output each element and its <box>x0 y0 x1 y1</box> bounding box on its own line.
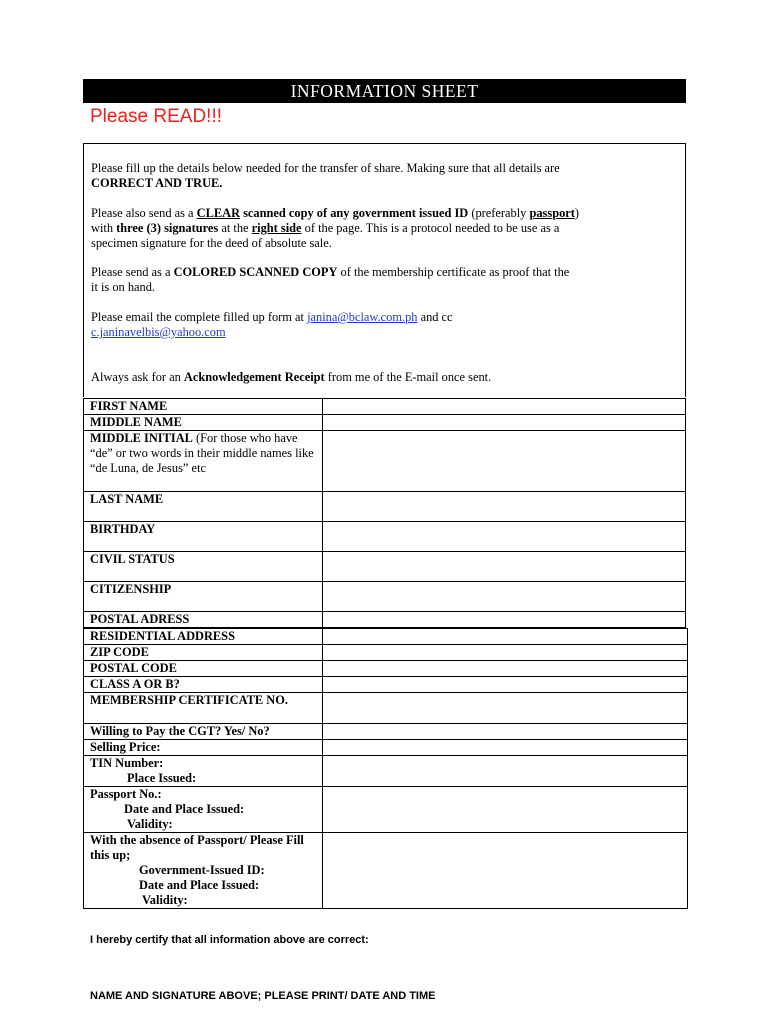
instruction-text: and cc <box>417 310 453 324</box>
instruction-paragraph-2 <box>91 206 681 251</box>
instruction-text: from me of the E-mail once sent. <box>324 370 492 384</box>
field-label <box>84 787 323 833</box>
membership-certificate-field[interactable] <box>323 693 688 724</box>
table-row <box>84 431 686 492</box>
middle-name-field[interactable] <box>323 415 686 431</box>
tin-place-label: Place Issued: <box>127 771 197 785</box>
postal-address-field[interactable] <box>323 612 686 628</box>
instruction-paragraph-5 <box>91 370 681 385</box>
table-row <box>84 645 688 661</box>
absence-label: With the absence of Passport/ Please Fill this up; <box>90 833 304 862</box>
instructions-box <box>83 143 686 397</box>
table-row <box>84 399 686 415</box>
field-label: MIDDLE NAME <box>84 415 323 431</box>
instruction-text: of the membership certificate as proof that the <box>337 265 570 279</box>
tin-label: TIN Number: <box>90 756 164 770</box>
instruction-paragraph-1 <box>91 161 681 191</box>
table-row <box>84 522 686 552</box>
instruction-text: of the page. This is a protocol needed to be use as a <box>301 221 560 235</box>
instruction-emphasis: CLEAR <box>196 206 241 220</box>
tin-field[interactable] <box>323 756 688 787</box>
email-link-primary[interactable]: janina@bclaw.com.ph <box>307 310 418 324</box>
field-label: RESIDENTIAL ADDRESS <box>84 629 323 645</box>
instruction-text: Please fill up the details below needed for the transfer of share. Making sure that all details are <box>91 161 560 175</box>
birthday-field[interactable] <box>323 522 686 552</box>
table-row <box>84 787 688 833</box>
table-row <box>84 629 688 645</box>
instruction-emphasis: COLORED SCANNED COPY <box>173 265 338 279</box>
field-label <box>84 833 323 909</box>
instruction-emphasis: right side <box>251 221 302 235</box>
instruction-emphasis: passport <box>529 206 575 220</box>
field-label: CIVIL STATUS <box>84 552 323 582</box>
field-label: POSTAL ADRESS <box>84 612 323 628</box>
instruction-text: Always ask for an <box>91 370 184 384</box>
table-row <box>84 612 686 628</box>
instruction-emphasis: CORRECT AND TRUE. <box>91 176 223 190</box>
table-row <box>84 415 686 431</box>
class-field[interactable] <box>323 677 688 693</box>
instruction-emphasis: Acknowledgement Receipt <box>183 370 325 384</box>
field-label: LAST NAME <box>84 492 323 522</box>
cgt-field[interactable] <box>323 724 688 740</box>
instruction-paragraph-3 <box>91 265 681 295</box>
citizenship-field[interactable] <box>323 582 686 612</box>
certification-text: I hereby certify that all information above are correct: <box>90 934 369 946</box>
field-label: CITIZENSHIP <box>84 582 323 612</box>
table-row <box>84 492 686 522</box>
residential-address-field[interactable] <box>323 629 688 645</box>
last-name-field[interactable] <box>323 492 686 522</box>
instruction-text: Please send as a <box>91 265 174 279</box>
field-label-note: (For those who have “de” or two words in their middle names like “de Luna, de Jesus” etc <box>90 431 314 475</box>
table-row <box>84 661 688 677</box>
instruction-text: it is on hand. <box>91 280 156 294</box>
passport-field[interactable] <box>323 787 688 833</box>
email-link-cc[interactable]: c.janinavelbis@yahoo.com <box>91 325 226 339</box>
field-label <box>84 431 323 492</box>
instruction-text: specimen signature for the deed of absolute sale. <box>91 236 332 250</box>
field-label: Selling Price: <box>84 740 323 756</box>
gov-date-label: Date and Place Issued: <box>139 878 260 892</box>
field-label: CLASS A OR B? <box>84 677 323 693</box>
table-row <box>84 582 686 612</box>
personal-info-table <box>83 398 686 628</box>
field-label-main: MIDDLE INITIAL <box>90 431 193 445</box>
table-row <box>84 756 688 787</box>
field-label: FIRST NAME <box>84 399 323 415</box>
postal-code-field[interactable] <box>323 661 688 677</box>
passport-date-label: Date and Place Issued: <box>124 802 245 816</box>
instruction-text: at the <box>218 221 252 235</box>
table-row <box>84 724 688 740</box>
membership-info-table <box>83 628 688 909</box>
civil-status-field[interactable] <box>323 552 686 582</box>
field-label: MEMBERSHIP CERTIFICATE NO. <box>84 693 323 724</box>
passport-validity-label: Validity: <box>127 817 173 831</box>
instruction-text: (preferably <box>468 206 530 220</box>
field-label: BIRTHDAY <box>84 522 323 552</box>
notice-label: Please READ!!! <box>90 106 222 127</box>
instruction-text: ) <box>574 206 580 220</box>
field-label <box>84 756 323 787</box>
signature-instruction: NAME AND SIGNATURE ABOVE; PLEASE PRINT/ DATE AND TIME <box>90 990 436 1002</box>
instruction-paragraph-4 <box>91 310 681 340</box>
selling-price-field[interactable] <box>323 740 688 756</box>
field-label: Willing to Pay the CGT? Yes/ No? <box>84 724 323 740</box>
table-row <box>84 833 688 909</box>
table-row <box>84 677 688 693</box>
table-row <box>84 693 688 724</box>
page-title: INFORMATION SHEET <box>83 79 686 103</box>
table-row <box>84 552 686 582</box>
government-id-field[interactable] <box>323 833 688 909</box>
field-label: ZIP CODE <box>84 645 323 661</box>
table-row <box>84 740 688 756</box>
field-label: POSTAL CODE <box>84 661 323 677</box>
gov-validity-label: Validity: <box>142 893 188 907</box>
first-name-field[interactable] <box>323 399 686 415</box>
passport-label: Passport No.: <box>90 787 162 801</box>
instruction-text: with <box>91 221 117 235</box>
instruction-text: Please email the complete filled up form at <box>91 310 308 324</box>
gov-id-label: Government-Issued ID: <box>139 863 265 877</box>
middle-initial-field[interactable] <box>323 431 686 492</box>
instruction-emphasis: three (3) signatures <box>116 221 219 235</box>
instruction-emphasis: scanned copy of any government issued ID <box>240 206 469 220</box>
instruction-text: Please also send as a <box>91 206 197 220</box>
zip-code-field[interactable] <box>323 645 688 661</box>
